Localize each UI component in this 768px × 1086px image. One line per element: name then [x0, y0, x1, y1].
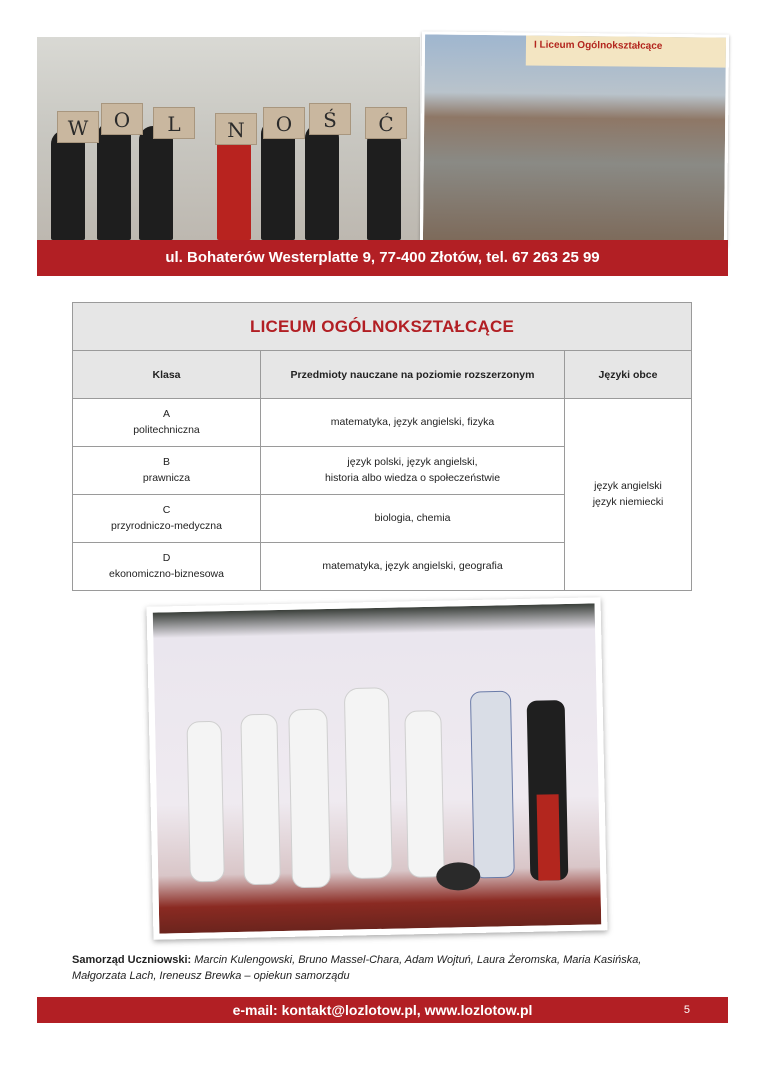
student-council-names: Marcin Kulengowski, Bruno Massel-Chara, Adam Wojtuń, Laura Żeromska, Maria Kasińska, Małgorzata Lach, Ireneusz Brewka – opiekun samorządu [72, 954, 642, 982]
letter-tile: W [57, 111, 99, 143]
table-row [73, 399, 692, 447]
language-item: język niemiecki [592, 495, 664, 508]
class-letter: D [162, 552, 171, 565]
table-title: LICEUM OGÓLNOKSZTAŁCĄCE [73, 303, 692, 351]
class-profile: przyrodniczo-medyczna [111, 519, 222, 532]
letter-tile: Ć [365, 107, 407, 139]
subjects-cell [261, 543, 565, 591]
costumed-students-illustration [153, 603, 602, 933]
subjects-text: matematyka, język angielski, geografia [322, 559, 503, 572]
languages-cell [565, 399, 692, 591]
header-languages: Języki obce [565, 351, 692, 399]
subjects-cell [261, 447, 565, 495]
address-text: ul. Bohaterów Westerplatte 9, 77-400 Złotów, tel. 67 263 25 99 [165, 249, 600, 266]
class-profile: politechniczna [133, 423, 200, 436]
language-item: język angielski [594, 480, 662, 493]
header-subjects: Przedmioty nauczane na poziomie rozszerzonym [261, 351, 565, 399]
subjects-cell [261, 399, 565, 447]
contact-text: e-mail: kontakt@lozlotow.pl, www.lozlotow.pl [232, 1002, 533, 1018]
letter-tiles [57, 103, 417, 163]
class-cell [73, 543, 261, 591]
address-banner [37, 240, 728, 276]
letter-tile: O [263, 107, 305, 139]
letter-tile: Ś [309, 103, 351, 135]
subjects-text: biologia, chemia [374, 511, 451, 524]
class-profile: ekonomiczno-biznesowa [109, 567, 224, 580]
subjects-cell [261, 495, 565, 543]
student-council-caption [72, 952, 692, 984]
classes-table [72, 302, 692, 591]
class-letter: A [162, 408, 170, 421]
school-sign: I Liceum Ogólnokształcące [526, 35, 726, 67]
class-letter: C [162, 504, 171, 517]
page-number: 5 [683, 1004, 690, 1016]
photo-students-wolnosc [37, 37, 420, 240]
letter-tile: L [153, 107, 195, 139]
student-council-label: Samorząd Uczniowski: [72, 954, 192, 966]
photo-school-building [420, 31, 729, 246]
class-cell [73, 447, 261, 495]
class-letter: B [162, 456, 170, 469]
subjects-text: historia albo wiedza o społeczeństwie [324, 471, 501, 484]
letter-tile: O [101, 103, 143, 135]
header-class: Klasa [73, 351, 261, 399]
class-cell [73, 495, 261, 543]
contact-banner [37, 997, 728, 1023]
photo-student-council [147, 597, 608, 939]
class-cell [73, 399, 261, 447]
letter-tile: N [215, 113, 257, 145]
class-profile: prawnicza [142, 471, 191, 484]
subjects-text: język polski, język angielski, [347, 456, 478, 469]
subjects-text: matematyka, język angielski, fizyka [330, 415, 495, 428]
